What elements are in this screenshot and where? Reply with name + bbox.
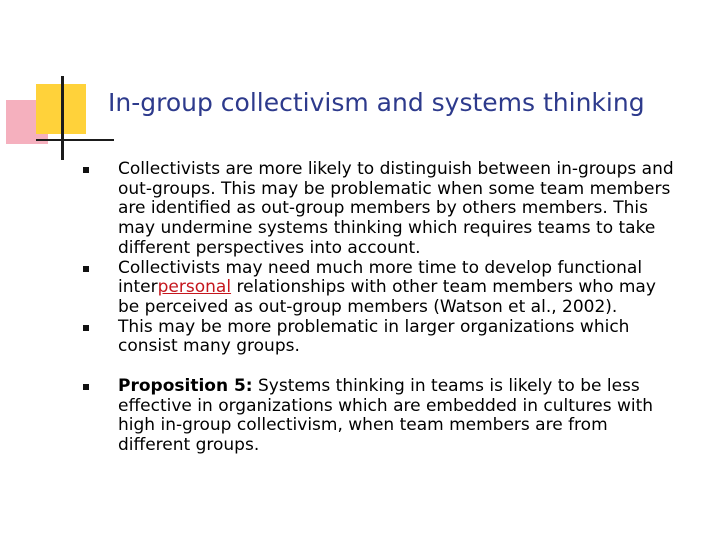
bullet-text: Systems thinking in teams is likely to be less effective in organizations which are embedded in cultures with high in-group collectivism, when team members are from different groups. bbox=[118, 376, 654, 456]
slide-title: In-group collectivism and systems thinking bbox=[108, 88, 645, 117]
bullet-text: Collectivists are more likely to distinguish between in-groups and out-groups. This may be problematic when some team members are identified as out-group members by others members. This may undermine systems thinking which requires teams to take different perspectives into account. bbox=[118, 159, 674, 258]
bullet-item-2 bbox=[80, 259, 680, 318]
logo-vertical-line bbox=[61, 76, 64, 160]
square-bullet-icon bbox=[83, 325, 89, 331]
square-bullet-icon bbox=[83, 167, 89, 173]
bullet-text-prefix: Collectivists may need much more time to develop functional inter bbox=[118, 257, 643, 298]
logo-horizontal-line bbox=[36, 139, 114, 141]
proposition-label: Proposition 5: bbox=[118, 376, 253, 397]
bullet-text-highlight: personal bbox=[157, 277, 232, 298]
square-bullet-icon bbox=[83, 384, 89, 390]
bullet-item-3 bbox=[80, 318, 680, 357]
square-bullet-icon bbox=[83, 266, 89, 272]
bullet-item-1 bbox=[80, 160, 680, 259]
bullet-text: This may be more problematic in larger organizations which consist many groups. bbox=[118, 316, 630, 357]
bullet-item-4 bbox=[80, 377, 680, 456]
bullet-text-suffix: relationships with other team members who may be perceived as out-group members (Watson et al., 2002). bbox=[118, 277, 656, 317]
bullet-list bbox=[80, 160, 680, 456]
slide-logo bbox=[0, 0, 110, 170]
